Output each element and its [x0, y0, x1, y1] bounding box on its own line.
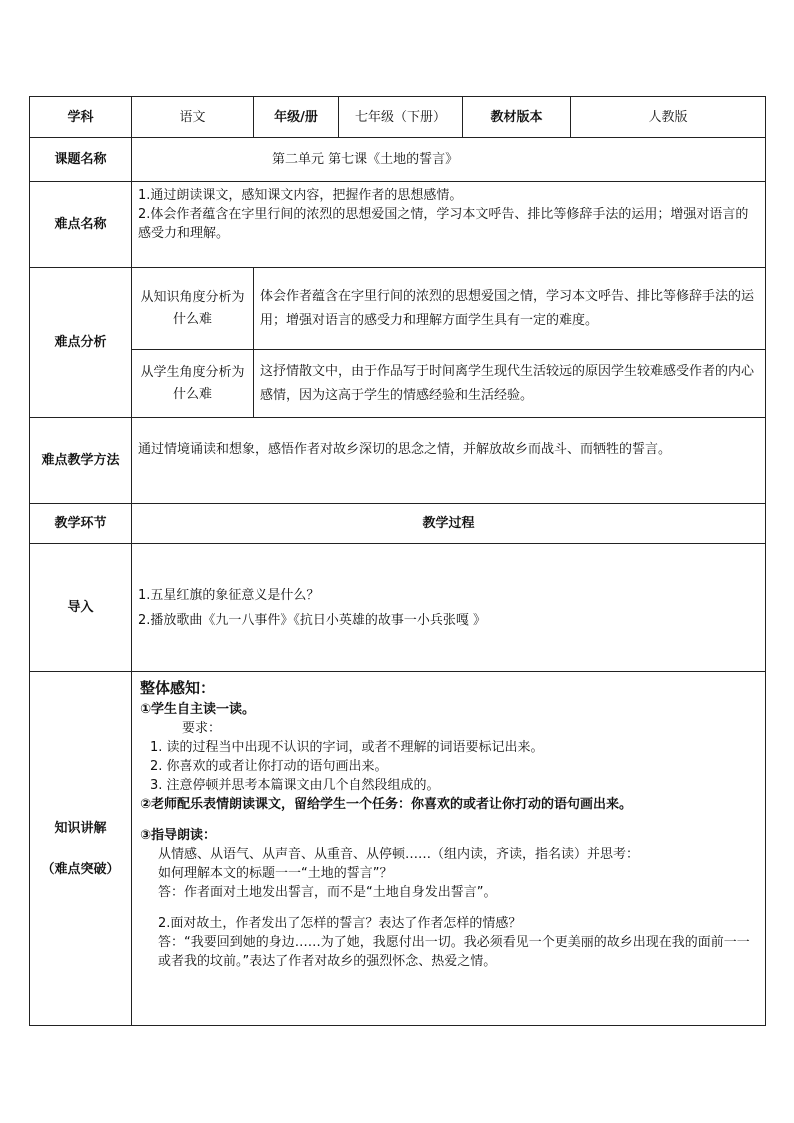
- step-3: ③指导朗读：: [140, 828, 217, 843]
- lesson-plan-table: [29, 96, 766, 1026]
- intro-item-1: 1.五星红旗的象征意义是什么？: [138, 587, 320, 603]
- intro-content: [132, 544, 766, 672]
- teaching-method-label: 难点教学方法: [30, 418, 132, 504]
- teaching-method-row: [30, 418, 766, 504]
- analysis-knowledge-row: [30, 268, 766, 350]
- difficulty-item-2: 2.体会作者蕴含在字里行间的浓烈的思想爱国之情，学习本文呼告、排比等修辞手法的运用；增强对语言的感受力和理解。: [138, 207, 749, 241]
- student-angle-label: 从学生角度分析为什么难: [132, 350, 254, 418]
- difficulty-name-content: [132, 182, 766, 268]
- requirement-2: 2. 你喜欢的或者让你打动的语句画出来。: [150, 759, 388, 774]
- guided-reading-line-2: 如何理解本文的标题一一“土地的誓言”？: [158, 866, 393, 881]
- knowledge-angle-label: 从知识角度分析为什么难: [132, 268, 254, 350]
- topic-text: 第二单元 第七课《土地的誓言》: [272, 152, 459, 167]
- answer-2: 答：“我要回到她的身边……为了她，我愿付出一切。我必须看见一个更美丽的故乡出现在我的面前一一或者我的坟前。”表达了作者对故乡的强烈怀念、热爱之情。: [158, 935, 750, 969]
- teaching-method-text: 通过情境诵读和想象，感悟作者对故乡深切的思念之情，并解放故乡而战斗、而牺牲的誓言。: [132, 418, 766, 504]
- edition-value: 人教版: [571, 97, 766, 138]
- intro-label: 导入: [30, 544, 132, 672]
- topic-value: [132, 138, 766, 182]
- process-header-row: [30, 504, 766, 544]
- grade-label: 年级/册: [254, 97, 339, 138]
- step-1: ①学生自主读一读。: [140, 702, 256, 717]
- intro-row: [30, 544, 766, 672]
- knowledge-label: 知识讲解: [54, 820, 107, 836]
- step-2: ②老师配乐表情朗读课文，留给学生一个任务：你喜欢的或者让你打动的语句画出来。: [140, 797, 633, 812]
- requirement-1: 1. 读的过程当中出现不认识的字词，或者不理解的词语要标记出来。: [150, 740, 544, 755]
- guided-reading-line-3: 答：作者面对土地发出誓言，而不是“土地自身发出誓言”。: [158, 885, 497, 900]
- process-label: 教学过程: [132, 504, 766, 544]
- knowledge-label-cell: [30, 672, 132, 1026]
- spacer: [140, 814, 759, 826]
- difficulty-name-row: [30, 182, 766, 268]
- stage-label: 教学环节: [30, 504, 132, 544]
- knowledge-content: [132, 672, 766, 1026]
- header-row: [30, 97, 766, 138]
- intro-item-2: 2.播放歌曲《九一八事件》《抗日小英雄的故事一小兵张嘎 》: [138, 612, 487, 628]
- grade-value: 七年级（下册）: [339, 97, 463, 138]
- guided-reading-line-1: 从情感、从语气、从声音、从重音、从停顿……（组内读，齐读，指名读）并思考：: [158, 847, 640, 862]
- difficulty-item-1: 1.通过朗读课文，感知课文内容，把握作者的思想感情。: [138, 188, 463, 203]
- knowledge-angle-text: 体会作者蕴含在字里行间的浓烈的思想爱国之情，学习本文呼告、排比等修辞手法的运用；增强对语言的感受力和理解方面学生具有一定的难度。: [254, 268, 766, 350]
- student-angle-text: 这抒情散文中，由于作品写于时间离学生现代生活较远的原因学生较难感受作者的内心感情，因为这高于学生的情感经验和生活经验。: [254, 350, 766, 418]
- requirements-label: 要求：: [182, 721, 222, 736]
- knowledge-sublabel: （难点突破）: [41, 861, 120, 877]
- difficulty-analysis-label: 难点分析: [30, 268, 132, 418]
- subject-value: 语文: [132, 97, 254, 138]
- topic-row: [30, 138, 766, 182]
- subject-label: 学科: [30, 97, 132, 138]
- edition-label: 教材版本: [463, 97, 571, 138]
- question-2: 2.面对故土，作者发出了怎样的誓言？表达了作者怎样的情感？: [158, 916, 522, 931]
- requirement-3: 3. 注意停顿并思考本篇课文由几个自然段组成的。: [150, 778, 440, 793]
- spacer: [140, 902, 759, 914]
- analysis-student-row: [30, 350, 766, 418]
- difficulty-name-label: 难点名称: [30, 182, 132, 268]
- overall-perception-heading: 整体感知：: [140, 679, 216, 697]
- topic-label: 课题名称: [30, 138, 132, 182]
- knowledge-row: [30, 672, 766, 1026]
